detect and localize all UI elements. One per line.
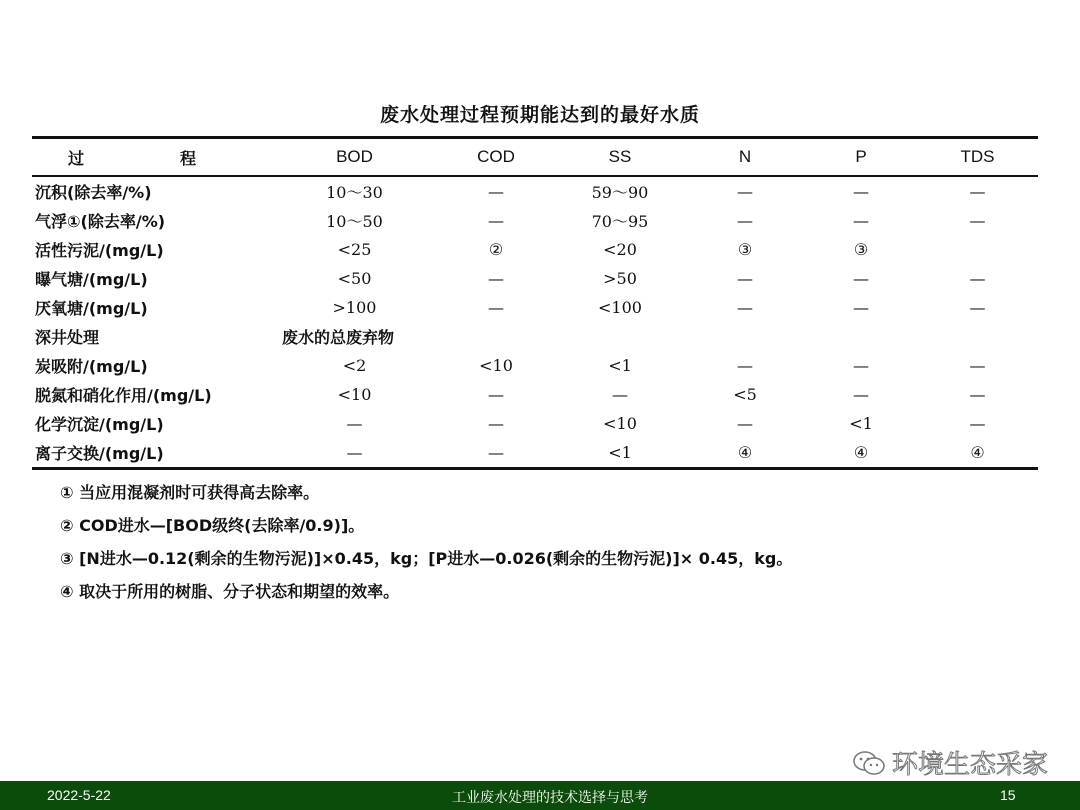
watermark [852, 744, 1048, 781]
cell-n: — [737, 414, 753, 433]
cell-cod: — [488, 443, 504, 462]
cell-tds: — [969, 298, 986, 317]
table-row [32, 177, 1038, 206]
cell-bod: — [346, 414, 363, 433]
cell-p: ④ [853, 443, 869, 462]
cell-tds: — [969, 211, 986, 230]
cell-n: ④ [737, 443, 753, 462]
cell-n: — [737, 269, 753, 288]
page-number: 15 [1000, 787, 1016, 803]
col-header-tds: TDS [960, 147, 995, 166]
cell-p: — [853, 356, 869, 375]
cell-cod: — [488, 414, 504, 433]
cell-cod: — [488, 182, 504, 201]
footnote-4: ④ 取决于所用的树脂、分子状态和期望的效率。 [60, 582, 400, 601]
slide-footer [0, 781, 1080, 810]
table-row [32, 351, 1038, 380]
cell-p: <1 [849, 414, 873, 433]
cell-cod: — [488, 211, 504, 230]
cell-process: 厌氧塘/(mg/L) [35, 299, 148, 318]
cell-bod: <10 [337, 385, 372, 404]
cell-cod: — [488, 385, 504, 404]
cell-process: 曝气塘/(mg/L) [35, 270, 148, 289]
cell-ss: >50 [603, 269, 637, 288]
cell-bod: >100 [332, 298, 377, 317]
cell-tds: — [969, 182, 986, 201]
cell-bod: <25 [337, 240, 372, 259]
cell-tds: ④ [970, 443, 985, 462]
cell-tds: — [969, 356, 986, 375]
cell-bod: 废水的总废弃物 [282, 328, 395, 347]
footnote-3: ③ [N进水—0.12(剩余的生物污泥)]×0.45，kg；[P进水—0.026(剩余的生物污泥)]× 0.45，kg。 [60, 549, 793, 568]
footnote-2: ② COD进水—[BOD级终(去除率/0.9)]。 [60, 516, 365, 535]
table-row [32, 409, 1038, 438]
cell-ss: <100 [598, 298, 642, 317]
cell-tds: — [969, 385, 986, 404]
cell-ss: — [612, 385, 628, 404]
cell-n: — [737, 356, 753, 375]
cell-ss: 59～90 [591, 183, 649, 202]
col-header-cod: COD [477, 147, 515, 166]
cell-n: <5 [733, 385, 757, 404]
footer-date: 2022-5-22 [47, 787, 111, 803]
cell-p: — [853, 385, 869, 404]
cell-p: — [853, 269, 869, 288]
cell-tds: — [969, 414, 986, 433]
cell-process: 化学沉淀/(mg/L) [35, 415, 164, 434]
cell-ss: <1 [608, 443, 632, 462]
table-footnotes [60, 476, 792, 608]
cell-ss: <1 [608, 356, 632, 375]
table-row [32, 235, 1038, 264]
table-row [32, 206, 1038, 235]
table-title: 废水处理过程预期能达到的最好水质 [379, 104, 700, 126]
cell-cod: — [488, 298, 504, 317]
col-header-ss: SS [608, 147, 632, 166]
cell-ss: 70～95 [591, 212, 649, 231]
table-row [32, 293, 1038, 322]
cell-ss: <10 [603, 414, 637, 433]
table-row [32, 322, 1038, 351]
cell-cod: — [488, 269, 504, 288]
cell-p: ③ [853, 240, 869, 259]
cell-process: 深井处理 [35, 328, 100, 347]
cell-n: — [737, 298, 753, 317]
cell-n: — [737, 211, 753, 230]
footer-topic: 工业废水处理的技术选择与思考 [452, 789, 648, 805]
cell-ss: <20 [603, 240, 637, 259]
cell-process: 炭吸附/(mg/L) [35, 357, 148, 376]
footnote-1: ① 当应用混凝剂时可获得高去除率。 [60, 483, 320, 502]
cell-bod: 10～50 [326, 212, 383, 231]
cell-tds: — [969, 269, 986, 288]
col-header-p: P [855, 147, 867, 166]
table-row [32, 264, 1038, 293]
cell-p: — [853, 211, 869, 230]
cell-process: 脱氮和硝化作用/(mg/L) [35, 386, 212, 405]
table-bottom-rule [32, 467, 1038, 470]
cell-process: 气浮①(除去率/%) [35, 212, 166, 231]
cell-process: 离子交换/(mg/L) [35, 444, 164, 463]
cell-n: — [737, 182, 753, 201]
cell-n: ③ [737, 240, 753, 259]
col-header-bod: BOD [336, 147, 373, 166]
cell-bod: 10～30 [326, 183, 383, 202]
cell-bod: — [346, 443, 363, 462]
cell-cod: ② [488, 240, 504, 259]
cell-process: 沉积(除去率/%) [35, 183, 152, 202]
col-header-n: N [738, 147, 752, 166]
wechat-icon [852, 750, 886, 776]
table-row [32, 438, 1038, 467]
table-row [32, 380, 1038, 409]
table-header-row [32, 139, 1038, 175]
col-header-process: 过 程 [67, 148, 236, 168]
cell-bod: <50 [337, 269, 372, 288]
water-quality-table [32, 136, 1038, 470]
cell-cod: <10 [479, 356, 513, 375]
cell-p: — [853, 182, 869, 201]
watermark-text: 环境生态采家 [891, 750, 1048, 780]
cell-p: — [853, 298, 869, 317]
cell-process: 活性污泥/(mg/L) [35, 241, 164, 260]
cell-tds [917, 235, 1038, 264]
cell-bod: <2 [342, 356, 367, 375]
